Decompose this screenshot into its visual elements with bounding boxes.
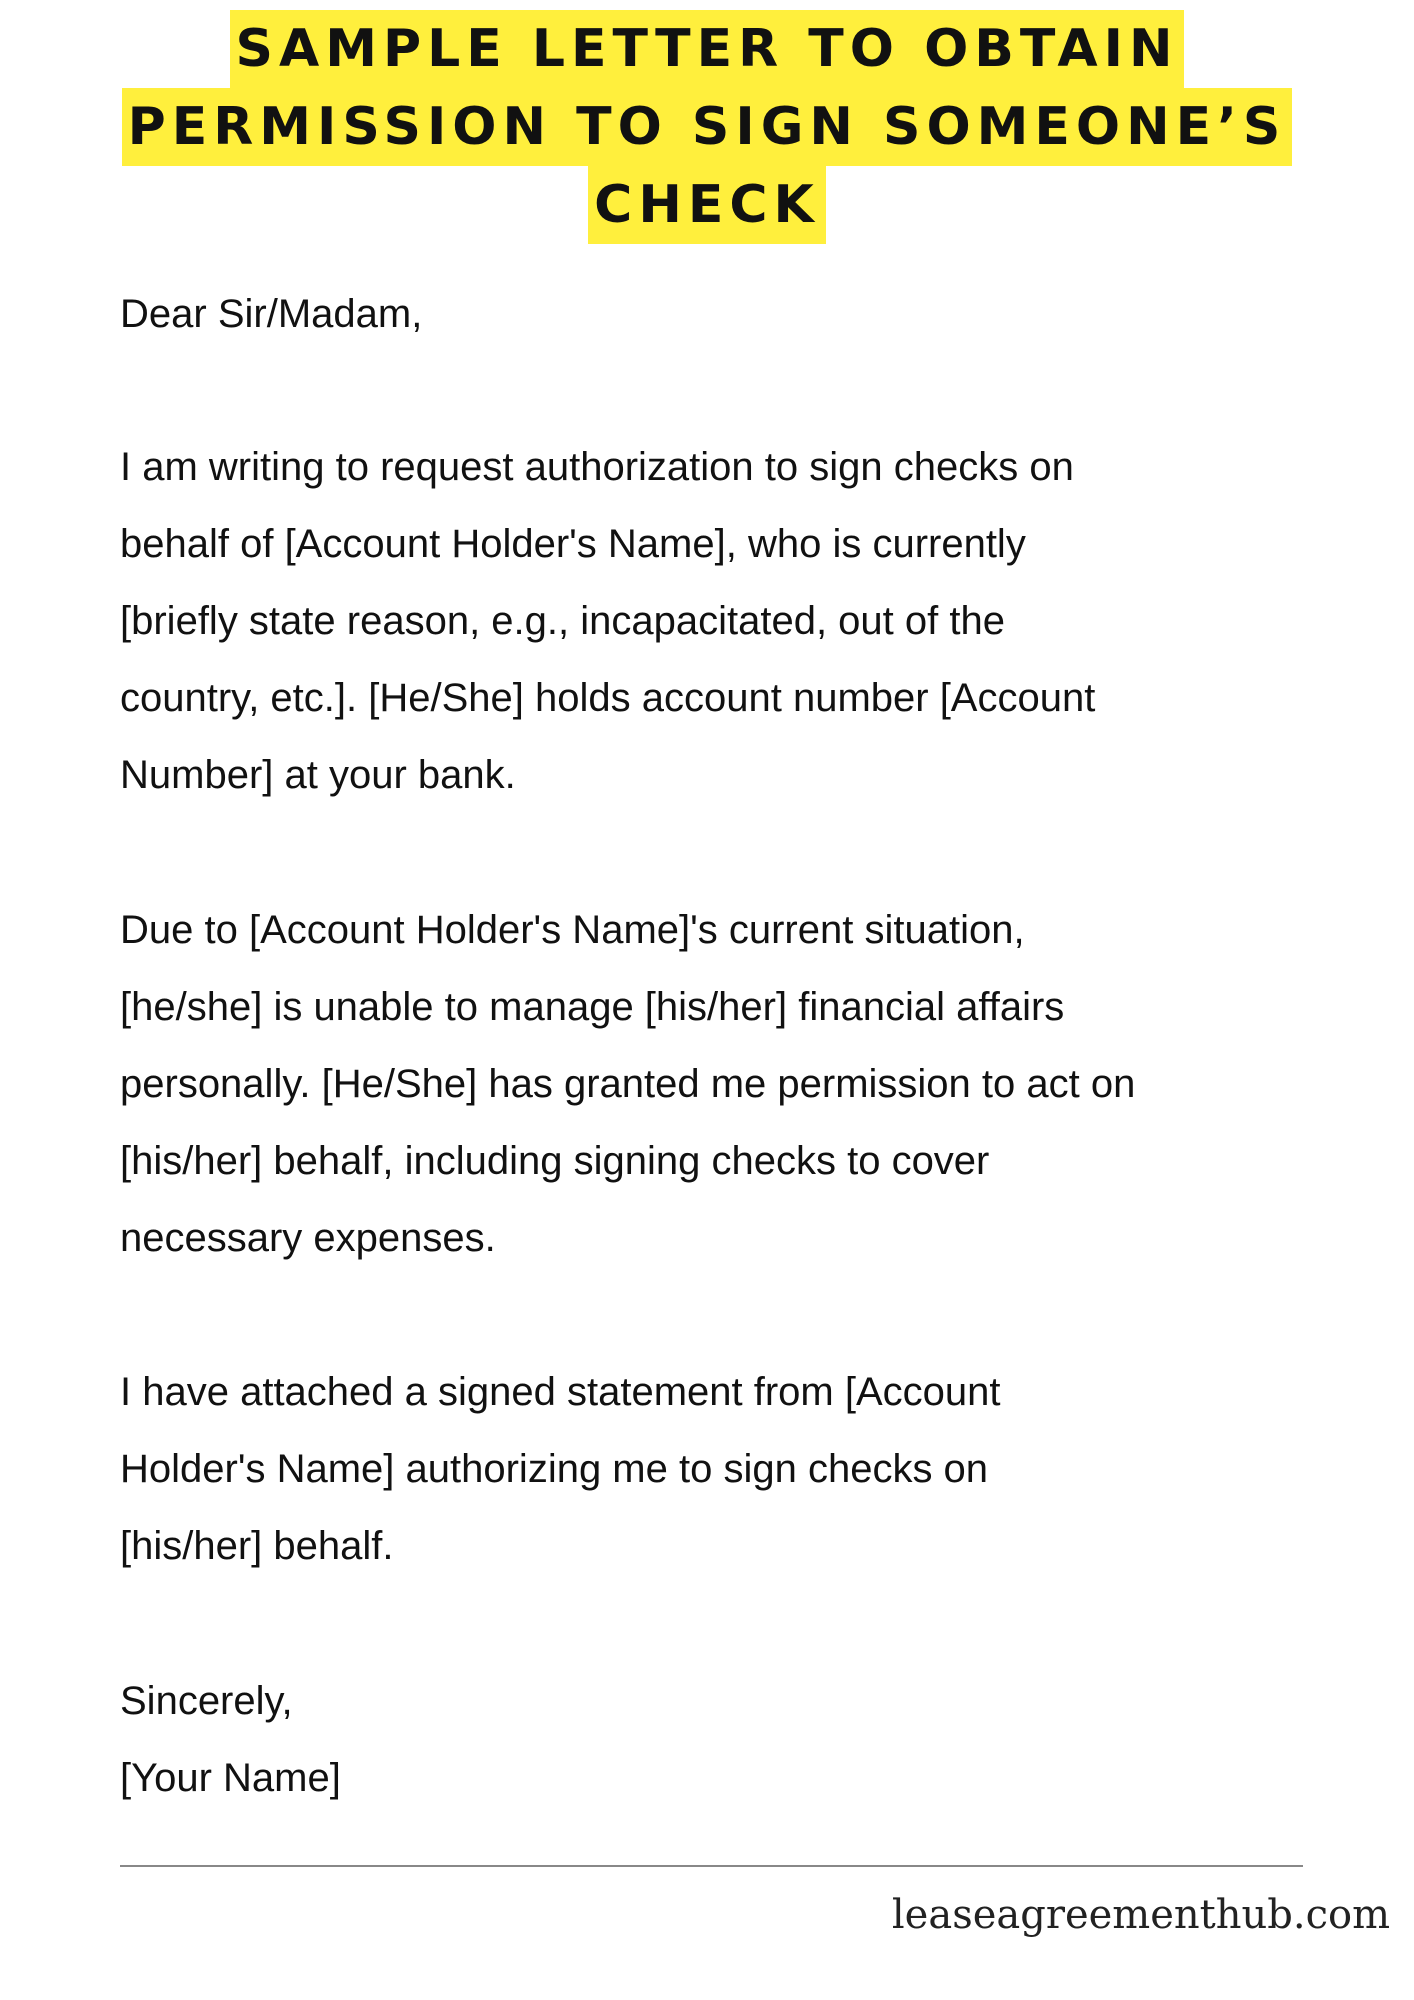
title-line-1 — [0, 10, 1414, 88]
closing: Sincerely, — [120, 1679, 293, 1723]
title-line-2 — [0, 88, 1414, 166]
title-line-3 — [0, 166, 1414, 244]
paragraph-attachment: I have attached a signed statement from [Account Holder's Name] authorizing me to sign checks on [his/her] behalf. — [120, 1370, 1001, 1568]
paragraph-situation: Due to [Account Holder's Name]'s current situation, [he/she] is unable to manage [his/her] financial affairs personally. [He/She] has granted me permission to act on [his/her] behalf, including signing checks to cover necessary expenses. — [120, 908, 1136, 1260]
signature-placeholder: [Your Name] — [120, 1756, 341, 1800]
footer-site-name: leaseagreementhub.com — [891, 1892, 1390, 1938]
page-title — [0, 10, 1414, 244]
title-highlight-1: SAMPLE LETTER TO OBTAIN — [230, 10, 1185, 88]
paragraph-request: I am writing to request authorization to sign checks on behalf of [Account Holder's Name], who is currently [briefly state reason, e.g., incapacitated, out of the country, etc.]. [He/She] holds account number [Account Number] at your bank. — [120, 445, 1096, 797]
title-highlight-2: PERMISSION TO SIGN SOMEONE’S — [122, 88, 1293, 166]
title-highlight-3: CHECK — [588, 166, 826, 244]
greeting: Dear Sir/Madam, — [120, 292, 423, 336]
footer-divider — [120, 1865, 1303, 1867]
